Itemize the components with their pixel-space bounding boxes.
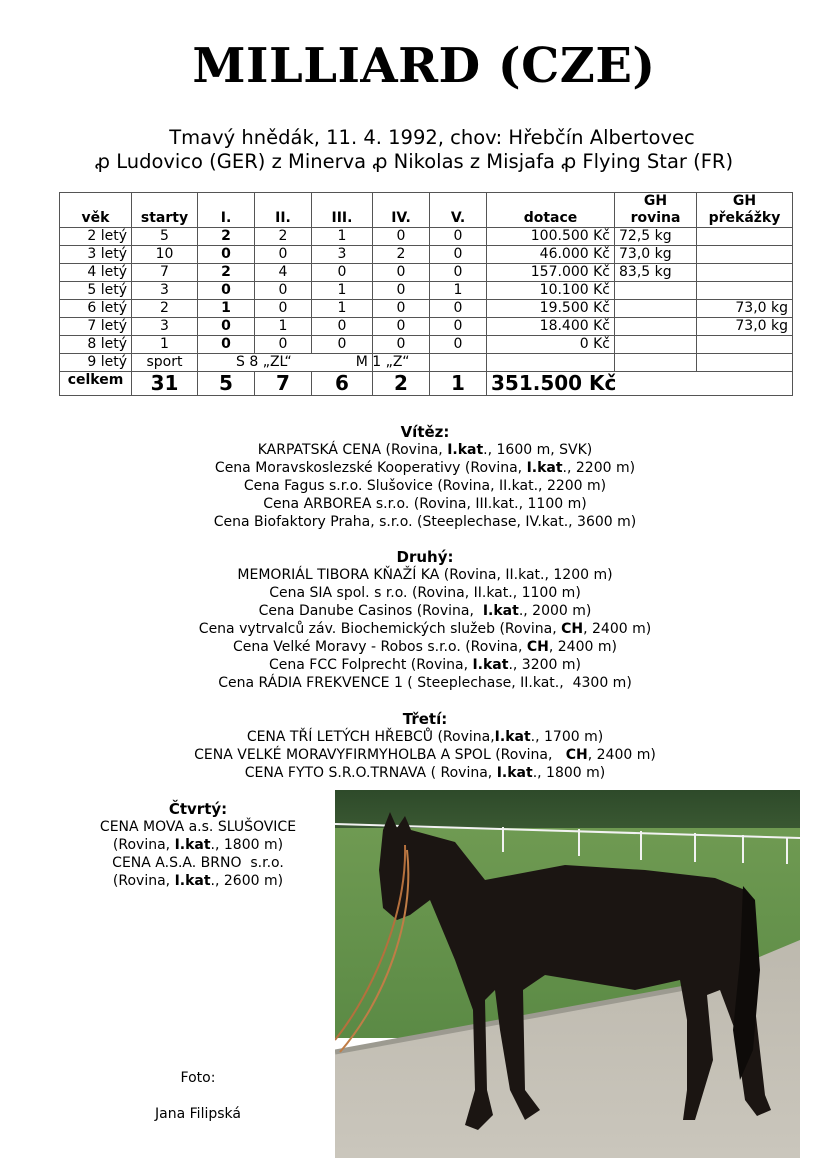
race-name: Cena Velké Moravy - Robos s.r.o. (Rovina, — [233, 639, 527, 655]
cell-starts: 3 — [132, 282, 198, 300]
race-name: Cena RÁDIA FREKVENCE 1 ( Steeplechase, II.kat., 4300 m) — [218, 675, 632, 691]
cell-first: 1 — [198, 300, 255, 318]
cell-gh-jump — [697, 264, 793, 282]
race-name: Cena SIA spol. s r.o. (Rovina, II.kat., 1100 m) — [269, 585, 581, 601]
cell-fifth: 0 — [430, 264, 487, 282]
cell-first: 0 — [198, 246, 255, 264]
race-name: MEMORIÁL TIBORA KŇAŽÍ KA (Rovina, II.kat., 1200 m) — [237, 567, 613, 583]
horse-description: Tmavý hnědák, 11. 4. 1992, chov: Hřebčín Albertovec — [169, 126, 695, 149]
race-entry — [0, 728, 828, 746]
race-name: CENA TŘÍ LETÝCH HŘEBCŮ (Rovina, — [246, 729, 495, 745]
pedigree-line: ꝓ Ludovico (GER) z Minerva ꝓ Nikolas z Misjafa ꝓ Flying Star (FR) — [94, 150, 734, 173]
cell-gh-flat: 73,0 kg — [615, 246, 697, 264]
cell-fourth: 0 — [373, 300, 430, 318]
cell-fourth: 0 — [373, 282, 430, 300]
header-starts: starty — [132, 193, 198, 228]
cell-second: 4 — [255, 264, 312, 282]
cell-fifth: 0 — [430, 246, 487, 264]
cell-second: 2 — [255, 228, 312, 246]
race-statistics-table — [59, 192, 793, 396]
race-category: I.kat — [482, 603, 519, 619]
cell-fourth: 0 — [373, 318, 430, 336]
race-entry — [0, 602, 828, 620]
cell-prize: 18.400 Kč — [487, 318, 615, 336]
race-entry — [0, 584, 828, 602]
cell-gh-jump — [697, 246, 793, 264]
race-name: Cena Biofaktory Praha, s.r.o. (Steeplechase, IV.kat., 3600 m) — [213, 514, 637, 530]
cell-total-second: 7 — [255, 372, 312, 396]
cell-empty — [615, 354, 697, 372]
race-details: ., 2200 m) — [562, 460, 636, 476]
cell-prize: 19.500 Kč — [487, 300, 615, 318]
cell-total-fifth: 1 — [430, 372, 487, 396]
cell-sport-s — [198, 354, 410, 372]
race-entry — [0, 441, 828, 459]
race-category: I.kat — [174, 837, 211, 853]
third-place-section — [0, 710, 828, 782]
cell-third: 0 — [312, 264, 373, 282]
race-entry — [80, 836, 316, 854]
race-entry — [0, 566, 828, 584]
race-entry — [0, 495, 828, 513]
race-name: Cena FCC Folprecht (Rovina, — [269, 657, 473, 673]
race-name: Cena Fagus s.r.o. Slušovice (Rovina, II.kat., 2200 m) — [243, 478, 607, 494]
race-details: ., 2600 m) — [210, 873, 284, 889]
header-gh-flat-top: GH — [643, 193, 668, 209]
cell-second: 0 — [255, 282, 312, 300]
cell-starts: 7 — [132, 264, 198, 282]
header-prize: dotace — [487, 193, 615, 228]
race-entry — [0, 674, 828, 692]
cell-total-label: celkem — [60, 372, 132, 396]
race-name: (Rovina, — [112, 837, 175, 853]
race-details: , 2400 m) — [587, 747, 656, 763]
cell-gh-flat — [615, 300, 697, 318]
cell-first: 2 — [198, 228, 255, 246]
winner-race-list — [0, 441, 828, 531]
table-row — [60, 336, 793, 354]
cell-fifth: 0 — [430, 318, 487, 336]
header-fourth: IV. — [373, 193, 430, 228]
cell-age: 6 letý — [60, 300, 132, 318]
third-heading: Třetí: — [402, 710, 448, 728]
race-details: ., 1800 m) — [532, 765, 606, 781]
race-name: (Rovina, — [112, 873, 175, 889]
race-entry — [0, 656, 828, 674]
table-body — [60, 228, 793, 396]
cell-total-first: 5 — [198, 372, 255, 396]
cell-gh-jump — [697, 282, 793, 300]
race-details: ., 2000 m) — [518, 603, 592, 619]
cell-gh-flat: 83,5 kg — [615, 264, 697, 282]
cell-gh-flat — [615, 282, 697, 300]
race-entry — [0, 746, 828, 764]
sport-m-label: M 1 „Z“ — [355, 354, 410, 370]
cell-third: 1 — [312, 282, 373, 300]
cell-second: 0 — [255, 246, 312, 264]
cell-fourth: 0 — [373, 264, 430, 282]
cell-first: 0 — [198, 282, 255, 300]
horse-photo-image — [335, 790, 800, 1158]
race-details: ., 1800 m) — [210, 837, 284, 853]
cell-gh-flat — [615, 336, 697, 354]
fourth-race-list — [80, 818, 316, 890]
table-row-sport — [60, 354, 793, 372]
cell-age: 7 letý — [60, 318, 132, 336]
cell-age: 8 letý — [60, 336, 132, 354]
race-name: CENA FYTO S.R.O.TRNAVA ( Rovina, — [244, 765, 497, 781]
photo-credit-author: Jana Filipská — [155, 1106, 241, 1122]
race-entry — [80, 818, 316, 836]
race-category: I.kat — [526, 460, 563, 476]
cell-fifth: 1 — [430, 282, 487, 300]
horse-name-title: MILLIARD (CZE) — [192, 38, 656, 94]
race-details: ., 1600 m, SVK) — [483, 442, 593, 458]
fourth-heading: Čtvrtý: — [168, 800, 228, 818]
cell-age: 5 letý — [60, 282, 132, 300]
cell-starts: 3 — [132, 318, 198, 336]
race-name: Cena Moravskoslezské Kooperativy (Rovina, — [214, 460, 527, 476]
race-entry — [0, 459, 828, 477]
cell-gh-jump — [697, 228, 793, 246]
cell-starts: 1 — [132, 336, 198, 354]
race-category: CH — [561, 621, 584, 637]
cell-prize: 46.000 Kč — [487, 246, 615, 264]
cell-sport: sport — [132, 354, 198, 372]
race-name: CENA MOVA a.s. SLUŠOVICE — [99, 819, 297, 835]
race-category: CH — [526, 639, 549, 655]
cell-second: 0 — [255, 300, 312, 318]
winner-heading: Vítěz: — [400, 423, 450, 441]
cell-third: 1 — [312, 300, 373, 318]
sport-s-label: S 8 „ZL“ — [236, 354, 292, 370]
cell-total-starts: 31 — [132, 372, 198, 396]
cell-third: 0 — [312, 336, 373, 354]
cell-age: 4 letý — [60, 264, 132, 282]
race-name: Cena ARBOREA s.r.o. (Rovina, III.kat., 1100 m) — [263, 496, 587, 512]
horse-photo — [335, 790, 800, 1158]
header-age: věk — [60, 193, 132, 228]
table-row — [60, 282, 793, 300]
race-category: I.kat — [496, 765, 533, 781]
photo-credit-label: Foto: — [180, 1070, 216, 1086]
race-category: CH — [565, 747, 588, 763]
second-place-section — [0, 548, 828, 692]
cell-third: 3 — [312, 246, 373, 264]
cell-first: 0 — [198, 336, 255, 354]
header-first: I. — [198, 193, 255, 228]
cell-first: 2 — [198, 264, 255, 282]
cell-fourth: 0 — [373, 336, 430, 354]
race-name: CENA VELKÉ MORAVYFIRMYHOLBA A SPOL (Rovina, — [194, 747, 566, 763]
table-row — [60, 264, 793, 282]
cell-starts: 2 — [132, 300, 198, 318]
cell-first: 0 — [198, 318, 255, 336]
race-entry — [0, 764, 828, 782]
cell-prize: 10.100 Kč — [487, 282, 615, 300]
table-row — [60, 318, 793, 336]
cell-starts: 5 — [132, 228, 198, 246]
cell-third: 0 — [312, 318, 373, 336]
winner-section — [0, 423, 828, 531]
cell-empty — [487, 354, 615, 372]
table-header-row — [60, 193, 793, 228]
race-name: KARPATSKÁ CENA (Rovina, — [257, 442, 448, 458]
header-fifth: V. — [430, 193, 487, 228]
cell-fourth: 0 — [373, 228, 430, 246]
race-details: ., 3200 m) — [508, 657, 581, 673]
cell-gh-jump: 73,0 kg — [697, 300, 793, 318]
table-row — [60, 246, 793, 264]
cell-starts: 10 — [132, 246, 198, 264]
cell-age: 9 letý — [60, 354, 132, 372]
cell-gh-jump: 73,0 kg — [697, 318, 793, 336]
cell-age: 3 letý — [60, 246, 132, 264]
race-category: I.kat — [472, 657, 509, 673]
cell-total-third: 6 — [312, 372, 373, 396]
race-details: , 2400 m) — [583, 621, 652, 637]
cell-gh-flat: 72,5 kg — [615, 228, 697, 246]
race-entry — [80, 872, 316, 890]
second-heading: Druhý: — [396, 548, 454, 566]
table-row — [60, 300, 793, 318]
cell-fifth: 0 — [430, 228, 487, 246]
cell-gh-jump — [697, 336, 793, 354]
table-row — [60, 228, 793, 246]
cell-second: 1 — [255, 318, 312, 336]
cell-fifth: 0 — [430, 300, 487, 318]
header-gh-jump-bottom: překážky — [708, 210, 781, 226]
race-name: CENA A.S.A. BRNO s.r.o. — [112, 855, 284, 871]
header-gh-flat — [615, 193, 697, 228]
header-gh-jump-top: GH — [732, 193, 757, 209]
cell-empty — [697, 354, 793, 372]
cell-third: 1 — [312, 228, 373, 246]
cell-age: 2 letý — [60, 228, 132, 246]
header-third: III. — [312, 193, 373, 228]
header-second: II. — [255, 193, 312, 228]
cell-total-fourth: 2 — [373, 372, 430, 396]
cell-prize: 100.500 Kč — [487, 228, 615, 246]
race-entry — [0, 513, 828, 531]
race-entry — [0, 620, 828, 638]
fourth-place-section — [80, 800, 316, 890]
race-entry — [0, 638, 828, 656]
cell-prize: 0 Kč — [487, 336, 615, 354]
race-entry — [0, 477, 828, 495]
race-category: I.kat — [447, 442, 484, 458]
cell-fourth: 2 — [373, 246, 430, 264]
race-entry — [80, 854, 316, 872]
table-row-total — [60, 372, 793, 396]
cell-total-prize: 351.500 Kč — [487, 372, 793, 396]
header-gh-jump — [697, 193, 793, 228]
cell-fifth: 0 — [430, 336, 487, 354]
cell-second: 0 — [255, 336, 312, 354]
race-details: ., 1700 m) — [530, 729, 604, 745]
race-category: I.kat — [494, 729, 531, 745]
race-name: Cena Danube Casinos (Rovina, — [258, 603, 483, 619]
race-details: , 2400 m) — [548, 639, 617, 655]
cell-prize: 157.000 Kč — [487, 264, 615, 282]
cell-gh-flat — [615, 318, 697, 336]
third-race-list — [0, 728, 828, 782]
race-category: I.kat — [174, 873, 211, 889]
header-gh-flat-bottom: rovina — [630, 210, 681, 226]
race-name: Cena vytrvalců záv. Biochemických služeb (Rovina, — [198, 621, 562, 637]
cell-empty — [430, 354, 487, 372]
second-race-list — [0, 566, 828, 692]
